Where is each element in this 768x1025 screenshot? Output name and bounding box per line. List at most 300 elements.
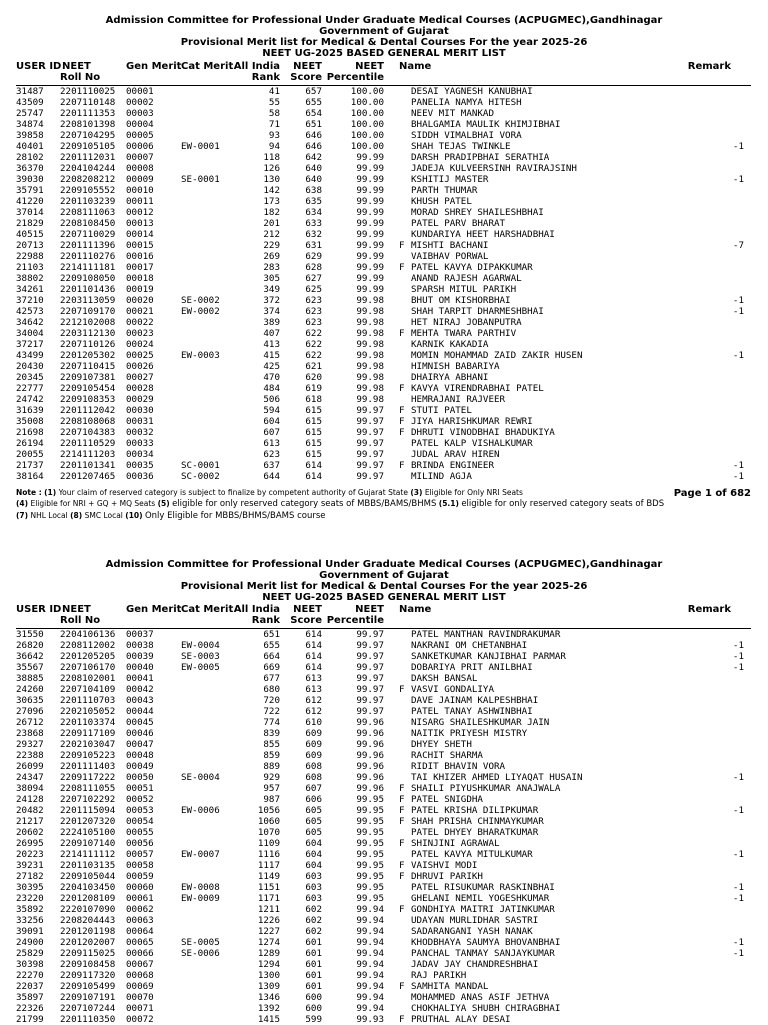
user-id-cell: 26194 bbox=[16, 438, 44, 449]
gen-merit-cell: 00060 bbox=[126, 882, 154, 893]
user-id-cell: 38164 bbox=[16, 471, 44, 482]
percentile-cell: 99.97 bbox=[356, 438, 384, 449]
percentile-cell: 99.97 bbox=[356, 427, 384, 438]
candidate-name-cell: PATEL SNIGDHA bbox=[411, 794, 483, 805]
score-cell: 615 bbox=[305, 405, 322, 416]
score-cell: 609 bbox=[305, 728, 322, 739]
score-cell: 629 bbox=[305, 251, 322, 262]
user-id-cell: 35897 bbox=[16, 992, 44, 1003]
gen-merit-cell: 00070 bbox=[126, 992, 154, 1003]
percentile-cell: 99.95 bbox=[356, 893, 384, 904]
user-id-cell: 43499 bbox=[16, 350, 44, 361]
score-cell: 642 bbox=[305, 152, 322, 163]
column-header-row-2 bbox=[0, 604, 768, 628]
roll-no-cell: 2209115025 bbox=[60, 948, 116, 959]
percentile-cell: 99.99 bbox=[356, 152, 384, 163]
score-cell: 612 bbox=[305, 706, 322, 717]
cat-merit-cell: SE-0001 bbox=[181, 174, 220, 185]
female-flag-cell: F bbox=[399, 405, 405, 416]
user-id-cell: 35008 bbox=[16, 416, 44, 427]
roll-no-cell: 2207104295 bbox=[60, 130, 116, 141]
candidate-name-cell: PANELIA NAMYA HITESH bbox=[411, 97, 522, 108]
candidate-name-cell: NISARG SHAILESHKUMAR JAIN bbox=[411, 717, 550, 728]
rank-cell: 613 bbox=[263, 438, 280, 449]
rank-cell: 889 bbox=[263, 761, 280, 772]
col-roll-no: Roll No bbox=[60, 615, 101, 626]
user-id-cell: 38094 bbox=[16, 783, 44, 794]
table-row bbox=[0, 1003, 768, 1014]
roll-no-cell: 2204104244 bbox=[60, 163, 116, 174]
col-neet-score-label: NEET bbox=[293, 61, 322, 72]
header-government: Government of Gujarat bbox=[319, 570, 449, 581]
score-cell: 633 bbox=[305, 218, 322, 229]
gen-merit-cell: 00003 bbox=[126, 108, 154, 119]
roll-no-cell: 2209105044 bbox=[60, 871, 116, 882]
score-cell: 632 bbox=[305, 229, 322, 240]
score-cell: 657 bbox=[305, 86, 322, 97]
gen-merit-cell: 00058 bbox=[126, 860, 154, 871]
roll-no-cell: 2201110529 bbox=[60, 438, 116, 449]
user-id-cell: 42573 bbox=[16, 306, 44, 317]
merit-table-page-2 bbox=[0, 629, 768, 1025]
cat-merit-cell: SE-0002 bbox=[181, 295, 220, 306]
note-51-label: (5.1) bbox=[438, 499, 459, 508]
table-row bbox=[0, 948, 768, 959]
col-name: Name bbox=[399, 61, 432, 72]
candidate-name-cell: PARTH THUMAR bbox=[411, 185, 478, 196]
rank-cell: 669 bbox=[263, 662, 280, 673]
female-flag-cell: F bbox=[399, 383, 405, 394]
percentile-cell: 99.98 bbox=[356, 361, 384, 372]
candidate-name-cell: SHAH TARPIT DHARMESHBHAI bbox=[411, 306, 544, 317]
rank-cell: 182 bbox=[263, 207, 280, 218]
percentile-cell: 99.94 bbox=[356, 981, 384, 992]
roll-no-cell: 2209105552 bbox=[60, 185, 116, 196]
table-row bbox=[0, 904, 768, 915]
gen-merit-cell: 00033 bbox=[126, 438, 154, 449]
user-id-cell: 22988 bbox=[16, 251, 44, 262]
note-3-text: Eligible for Only NRI Seats bbox=[424, 488, 523, 497]
gen-merit-cell: 00006 bbox=[126, 141, 154, 152]
female-flag-cell: F bbox=[399, 981, 405, 992]
user-id-cell: 20430 bbox=[16, 361, 44, 372]
user-id-cell: 26820 bbox=[16, 640, 44, 651]
score-cell: 603 bbox=[305, 882, 322, 893]
roll-no-cell: 2201112031 bbox=[60, 152, 116, 163]
candidate-name-cell: KSHITIJ MASTER bbox=[411, 174, 489, 185]
cat-merit-cell: EW-0003 bbox=[181, 350, 220, 361]
gen-merit-cell: 00035 bbox=[126, 460, 154, 471]
rank-cell: 470 bbox=[263, 372, 280, 383]
col-neet-label: NEET bbox=[62, 604, 91, 615]
table-row bbox=[0, 706, 768, 717]
score-cell: 631 bbox=[305, 240, 322, 251]
score-cell: 634 bbox=[305, 207, 322, 218]
roll-no-cell: 2201110350 bbox=[60, 1014, 116, 1025]
roll-no-cell: 2207110126 bbox=[60, 339, 116, 350]
remark-cell: -1 bbox=[732, 893, 744, 904]
candidate-name-cell: PATEL KALP VISHALKUMAR bbox=[411, 438, 533, 449]
remark-cell: -1 bbox=[732, 174, 744, 185]
roll-no-cell: 2208208212 bbox=[60, 174, 116, 185]
col-rank: Rank bbox=[251, 615, 280, 626]
user-id-cell: 20482 bbox=[16, 805, 44, 816]
gen-merit-cell: 00064 bbox=[126, 926, 154, 937]
user-id-cell: 26995 bbox=[16, 838, 44, 849]
score-cell: 613 bbox=[305, 684, 322, 695]
note-7-label: (7) bbox=[16, 511, 29, 520]
col-percentile: Percentile bbox=[326, 72, 384, 83]
candidate-name-cell: MISHTI BACHANI bbox=[411, 240, 489, 251]
rank-cell: 839 bbox=[263, 728, 280, 739]
percentile-cell: 99.99 bbox=[356, 284, 384, 295]
candidate-name-cell: NEEV MIT MANKAD bbox=[411, 108, 494, 119]
roll-no-cell: 2203112130 bbox=[60, 328, 116, 339]
note-1-label: (1) bbox=[44, 488, 57, 497]
percentile-cell: 99.97 bbox=[356, 629, 384, 640]
rank-cell: 506 bbox=[263, 394, 280, 405]
roll-no-cell: 2201103239 bbox=[60, 196, 116, 207]
percentile-cell: 99.99 bbox=[356, 273, 384, 284]
remark-cell: -1 bbox=[732, 651, 744, 662]
gen-merit-cell: 00030 bbox=[126, 405, 154, 416]
rank-cell: 413 bbox=[263, 339, 280, 350]
user-id-cell: 40515 bbox=[16, 229, 44, 240]
roll-no-cell: 2214111181 bbox=[60, 262, 116, 273]
gen-merit-cell: 00045 bbox=[126, 717, 154, 728]
candidate-name-cell: DOBARIYA PRIT ANILBHAI bbox=[411, 662, 533, 673]
candidate-name-cell: TAI KHIZER AHMED LIYAQAT HUSAIN bbox=[411, 772, 583, 783]
roll-no-cell: 2209107191 bbox=[60, 992, 116, 1003]
candidate-name-cell: SPARSH MITUL PARIKH bbox=[411, 284, 517, 295]
candidate-name-cell: VAIBHAV PORWAL bbox=[411, 251, 489, 262]
percentile-cell: 99.96 bbox=[356, 717, 384, 728]
rank-cell: 987 bbox=[263, 794, 280, 805]
score-cell: 614 bbox=[305, 471, 322, 482]
remark-cell: -7 bbox=[732, 240, 744, 251]
user-id-cell: 24128 bbox=[16, 794, 44, 805]
percentile-cell: 99.95 bbox=[356, 827, 384, 838]
gen-merit-cell: 00044 bbox=[126, 706, 154, 717]
percentile-cell: 99.98 bbox=[356, 394, 384, 405]
roll-no-cell: 2207106170 bbox=[60, 662, 116, 673]
user-id-cell: 20055 bbox=[16, 449, 44, 460]
candidate-name-cell: BHUT OM KISHORBHAI bbox=[411, 295, 511, 306]
percentile-cell: 99.99 bbox=[356, 218, 384, 229]
percentile-cell: 99.94 bbox=[356, 959, 384, 970]
candidate-name-cell: SAMHITA MANDAL bbox=[411, 981, 489, 992]
percentile-cell: 99.97 bbox=[356, 651, 384, 662]
roll-no-cell: 2208108450 bbox=[60, 218, 116, 229]
roll-no-cell: 2207110415 bbox=[60, 361, 116, 372]
score-cell: 615 bbox=[305, 427, 322, 438]
header-list-title: Provisional Merit list for Medical & Dental Courses For the year 2025-26 bbox=[180, 581, 588, 592]
gen-merit-cell: 00067 bbox=[126, 959, 154, 970]
table-row bbox=[0, 915, 768, 926]
user-id-cell: 33256 bbox=[16, 915, 44, 926]
gen-merit-cell: 00036 bbox=[126, 471, 154, 482]
score-cell: 599 bbox=[305, 1014, 322, 1025]
percentile-cell: 99.99 bbox=[356, 163, 384, 174]
note-10-text: Only Eligible for MBBS/BHMS/BAMS course bbox=[144, 511, 326, 521]
score-cell: 646 bbox=[305, 130, 322, 141]
user-id-cell: 34874 bbox=[16, 119, 44, 130]
roll-no-cell: 2203113059 bbox=[60, 295, 116, 306]
user-id-cell: 24347 bbox=[16, 772, 44, 783]
candidate-name-cell: HEMRAJANI RAJVEER bbox=[411, 394, 506, 405]
gen-merit-cell: 00062 bbox=[126, 904, 154, 915]
remark-cell: -1 bbox=[732, 937, 744, 948]
candidate-name-cell: KAVYA VIRENDRABHAI PATEL bbox=[411, 383, 544, 394]
roll-no-cell: 2201103374 bbox=[60, 717, 116, 728]
candidate-name-cell: SHAILI PIYUSHKUMAR ANAJWALA bbox=[411, 783, 561, 794]
score-cell: 605 bbox=[305, 805, 322, 816]
score-cell: 628 bbox=[305, 262, 322, 273]
roll-no-cell: 2201202007 bbox=[60, 937, 116, 948]
gen-merit-cell: 00010 bbox=[126, 185, 154, 196]
rank-cell: 374 bbox=[263, 306, 280, 317]
roll-no-cell: 2209107140 bbox=[60, 838, 116, 849]
gen-merit-cell: 00052 bbox=[126, 794, 154, 805]
percentile-cell: 99.99 bbox=[356, 229, 384, 240]
score-cell: 604 bbox=[305, 860, 322, 871]
table-row bbox=[0, 827, 768, 838]
roll-no-cell: 2201103135 bbox=[60, 860, 116, 871]
table-row bbox=[0, 662, 768, 673]
candidate-name-cell: PATEL KAVYA MITULKUMAR bbox=[411, 849, 533, 860]
roll-no-cell: 2201111353 bbox=[60, 108, 116, 119]
gen-merit-cell: 00071 bbox=[126, 1003, 154, 1014]
rank-cell: 677 bbox=[263, 673, 280, 684]
score-cell: 646 bbox=[305, 141, 322, 152]
gen-merit-cell: 00027 bbox=[126, 372, 154, 383]
percentile-cell: 99.96 bbox=[356, 761, 384, 772]
user-id-cell: 43509 bbox=[16, 97, 44, 108]
percentile-cell: 99.94 bbox=[356, 926, 384, 937]
roll-no-cell: 2209105223 bbox=[60, 750, 116, 761]
user-id-cell: 24742 bbox=[16, 394, 44, 405]
score-cell: 615 bbox=[305, 438, 322, 449]
user-id-cell: 31487 bbox=[16, 86, 44, 97]
candidate-name-cell: PATEL DHYEY BHARATKUMAR bbox=[411, 827, 539, 838]
rank-cell: 415 bbox=[263, 350, 280, 361]
col-score: Score bbox=[290, 72, 322, 83]
percentile-cell: 99.99 bbox=[356, 207, 384, 218]
percentile-cell: 99.99 bbox=[356, 174, 384, 185]
candidate-name-cell: SIDDH VIMALBHAI VORA bbox=[411, 130, 522, 141]
roll-no-cell: 2209117222 bbox=[60, 772, 116, 783]
gen-merit-cell: 00025 bbox=[126, 350, 154, 361]
score-cell: 610 bbox=[305, 717, 322, 728]
note-7-text: NHL Local bbox=[30, 511, 68, 520]
gen-merit-cell: 00001 bbox=[126, 86, 154, 97]
gen-merit-cell: 00055 bbox=[126, 827, 154, 838]
col-all-india: All India bbox=[233, 61, 280, 72]
roll-no-cell: 2201101436 bbox=[60, 284, 116, 295]
col-neet-pct-label: NEET bbox=[355, 604, 384, 615]
roll-no-cell: 2201112042 bbox=[60, 405, 116, 416]
gen-merit-cell: 00061 bbox=[126, 893, 154, 904]
score-cell: 603 bbox=[305, 893, 322, 904]
cat-merit-cell: SC-0001 bbox=[181, 460, 220, 471]
candidate-name-cell: PRUTHAL ALAY DESAI bbox=[411, 1014, 511, 1025]
rank-cell: 349 bbox=[263, 284, 280, 295]
candidate-name-cell: MILIND AGJA bbox=[411, 471, 472, 482]
rank-cell: 389 bbox=[263, 317, 280, 328]
percentile-cell: 99.97 bbox=[356, 416, 384, 427]
cat-merit-cell: SE-0004 bbox=[181, 772, 220, 783]
candidate-name-cell: BHALGAMIA MAULIK KHIMJIBHAI bbox=[411, 119, 561, 130]
percentile-cell: 99.97 bbox=[356, 449, 384, 460]
female-flag-cell: F bbox=[399, 328, 405, 339]
rank-cell: 664 bbox=[263, 651, 280, 662]
roll-no-cell: 2204103450 bbox=[60, 882, 116, 893]
user-id-cell: 25747 bbox=[16, 108, 44, 119]
candidate-name-cell: HIMNISH BABARIYA bbox=[411, 361, 500, 372]
score-cell: 623 bbox=[305, 295, 322, 306]
candidate-name-cell: PANCHAL TANMAY SANJAYKUMAR bbox=[411, 948, 555, 959]
candidate-name-cell: GONDHIYA MAITRI JATINKUMAR bbox=[411, 904, 555, 915]
cat-merit-cell: SE-0006 bbox=[181, 948, 220, 959]
score-cell: 627 bbox=[305, 273, 322, 284]
candidate-name-cell: SANKETKUMAR KANJIBHAI PARMAR bbox=[411, 651, 566, 662]
rank-cell: 855 bbox=[263, 739, 280, 750]
col-percentile: Percentile bbox=[326, 615, 384, 626]
female-flag-cell: F bbox=[399, 794, 405, 805]
female-flag-cell: F bbox=[399, 816, 405, 827]
rank-cell: 1392 bbox=[257, 1003, 280, 1014]
candidate-name-cell: PATEL TANAY ASHWINBHAI bbox=[411, 706, 533, 717]
user-id-cell: 41220 bbox=[16, 196, 44, 207]
candidate-name-cell: VAISHVI MODI bbox=[411, 860, 478, 871]
candidate-name-cell: KHUSH PATEL bbox=[411, 196, 472, 207]
rank-cell: 1149 bbox=[257, 871, 280, 882]
table-row bbox=[0, 970, 768, 981]
user-id-cell: 24900 bbox=[16, 937, 44, 948]
roll-no-cell: 2212102008 bbox=[60, 317, 116, 328]
gen-merit-cell: 00002 bbox=[126, 97, 154, 108]
candidate-name-cell: JIYA HARISHKUMAR REWRI bbox=[411, 416, 533, 427]
user-id-cell: 35791 bbox=[16, 185, 44, 196]
table-row bbox=[0, 959, 768, 970]
rank-cell: 1116 bbox=[257, 849, 280, 860]
gen-merit-cell: 00042 bbox=[126, 684, 154, 695]
header-list-subtitle: NEET UG-2025 BASED GENERAL MERIT LIST bbox=[262, 48, 506, 59]
percentile-cell: 99.97 bbox=[356, 695, 384, 706]
rank-cell: 594 bbox=[263, 405, 280, 416]
female-flag-cell: F bbox=[399, 262, 405, 273]
cat-merit-cell: EW-0006 bbox=[181, 805, 220, 816]
col-score: Score bbox=[290, 615, 322, 626]
candidate-name-cell: PATEL MANTHAN RAVINDRAKUMAR bbox=[411, 629, 561, 640]
score-cell: 619 bbox=[305, 383, 322, 394]
remark-cell: -1 bbox=[732, 640, 744, 651]
rank-cell: 680 bbox=[263, 684, 280, 695]
rank-cell: 201 bbox=[263, 218, 280, 229]
score-cell: 635 bbox=[305, 196, 322, 207]
percentile-cell: 99.97 bbox=[356, 405, 384, 416]
score-cell: 614 bbox=[305, 662, 322, 673]
table-row bbox=[0, 684, 768, 695]
table-row bbox=[0, 981, 768, 992]
cat-merit-cell: EW-0001 bbox=[181, 141, 220, 152]
rank-cell: 1274 bbox=[257, 937, 280, 948]
note-51-text: eligible for only reserved category seats of BDS bbox=[461, 499, 665, 509]
cat-merit-cell: EW-0004 bbox=[181, 640, 220, 651]
roll-no-cell: 2201205205 bbox=[60, 651, 116, 662]
gen-merit-cell: 00043 bbox=[126, 695, 154, 706]
percentile-cell: 100.00 bbox=[350, 97, 384, 108]
roll-no-cell: 2214111203 bbox=[60, 449, 116, 460]
percentile-cell: 99.95 bbox=[356, 816, 384, 827]
table-row bbox=[0, 695, 768, 706]
user-id-cell: 22326 bbox=[16, 1003, 44, 1014]
user-id-cell: 21799 bbox=[16, 1014, 44, 1025]
table-row bbox=[0, 882, 768, 893]
candidate-name-cell: CHOKHALIYA SHUBH CHIRAGBHAI bbox=[411, 1003, 561, 1014]
gen-merit-cell: 00040 bbox=[126, 662, 154, 673]
table-row bbox=[0, 728, 768, 739]
roll-no-cell: 2209117320 bbox=[60, 970, 116, 981]
score-cell: 601 bbox=[305, 959, 322, 970]
candidate-name-cell: DHAIRYA ABHANI bbox=[411, 372, 489, 383]
gen-merit-cell: 00016 bbox=[126, 251, 154, 262]
table-row bbox=[0, 937, 768, 948]
cat-merit-cell: EW-0002 bbox=[181, 306, 220, 317]
user-id-cell: 37014 bbox=[16, 207, 44, 218]
user-id-cell: 35892 bbox=[16, 904, 44, 915]
candidate-name-cell: KHODBHAYA SAUMYA BHOVANBHAI bbox=[411, 937, 561, 948]
col-neet-label: NEET bbox=[62, 61, 91, 72]
table-row bbox=[0, 783, 768, 794]
roll-no-cell: 2209117109 bbox=[60, 728, 116, 739]
candidate-name-cell: MOHAMMED ANAS ASIF JETHVA bbox=[411, 992, 550, 1003]
gen-merit-cell: 00041 bbox=[126, 673, 154, 684]
user-id-cell: 39091 bbox=[16, 926, 44, 937]
rank-cell: 1171 bbox=[257, 893, 280, 904]
score-cell: 608 bbox=[305, 772, 322, 783]
user-id-cell: 23868 bbox=[16, 728, 44, 739]
score-cell: 614 bbox=[305, 640, 322, 651]
candidate-name-cell: PATEL KAVYA DIPAKKUMAR bbox=[411, 262, 533, 273]
percentile-cell: 100.00 bbox=[350, 130, 384, 141]
roll-no-cell: 2207104109 bbox=[60, 684, 116, 695]
score-cell: 614 bbox=[305, 651, 322, 662]
gen-merit-cell: 00004 bbox=[126, 119, 154, 130]
score-cell: 600 bbox=[305, 992, 322, 1003]
roll-no-cell: 2224105100 bbox=[60, 827, 116, 838]
percentile-cell: 99.98 bbox=[356, 328, 384, 339]
candidate-name-cell: MORAD SHREY SHAILESHBHAI bbox=[411, 207, 544, 218]
cat-merit-cell: EW-0008 bbox=[181, 882, 220, 893]
female-flag-cell: F bbox=[399, 684, 405, 695]
candidate-name-cell: DHRUVI PARIKH bbox=[411, 871, 483, 882]
score-cell: 655 bbox=[305, 97, 322, 108]
user-id-cell: 21217 bbox=[16, 816, 44, 827]
female-flag-cell: F bbox=[399, 427, 405, 438]
gen-merit-cell: 00059 bbox=[126, 871, 154, 882]
score-cell: 625 bbox=[305, 284, 322, 295]
cat-merit-cell: SC-0002 bbox=[181, 471, 220, 482]
percentile-cell: 99.97 bbox=[356, 684, 384, 695]
note-3-label: (3) bbox=[410, 488, 423, 497]
rank-cell: 1056 bbox=[257, 805, 280, 816]
score-cell: 640 bbox=[305, 163, 322, 174]
gen-merit-cell: 00005 bbox=[126, 130, 154, 141]
roll-no-cell: 2208204443 bbox=[60, 915, 116, 926]
roll-no-cell: 2201208109 bbox=[60, 893, 116, 904]
remark-cell: -1 bbox=[732, 141, 744, 152]
